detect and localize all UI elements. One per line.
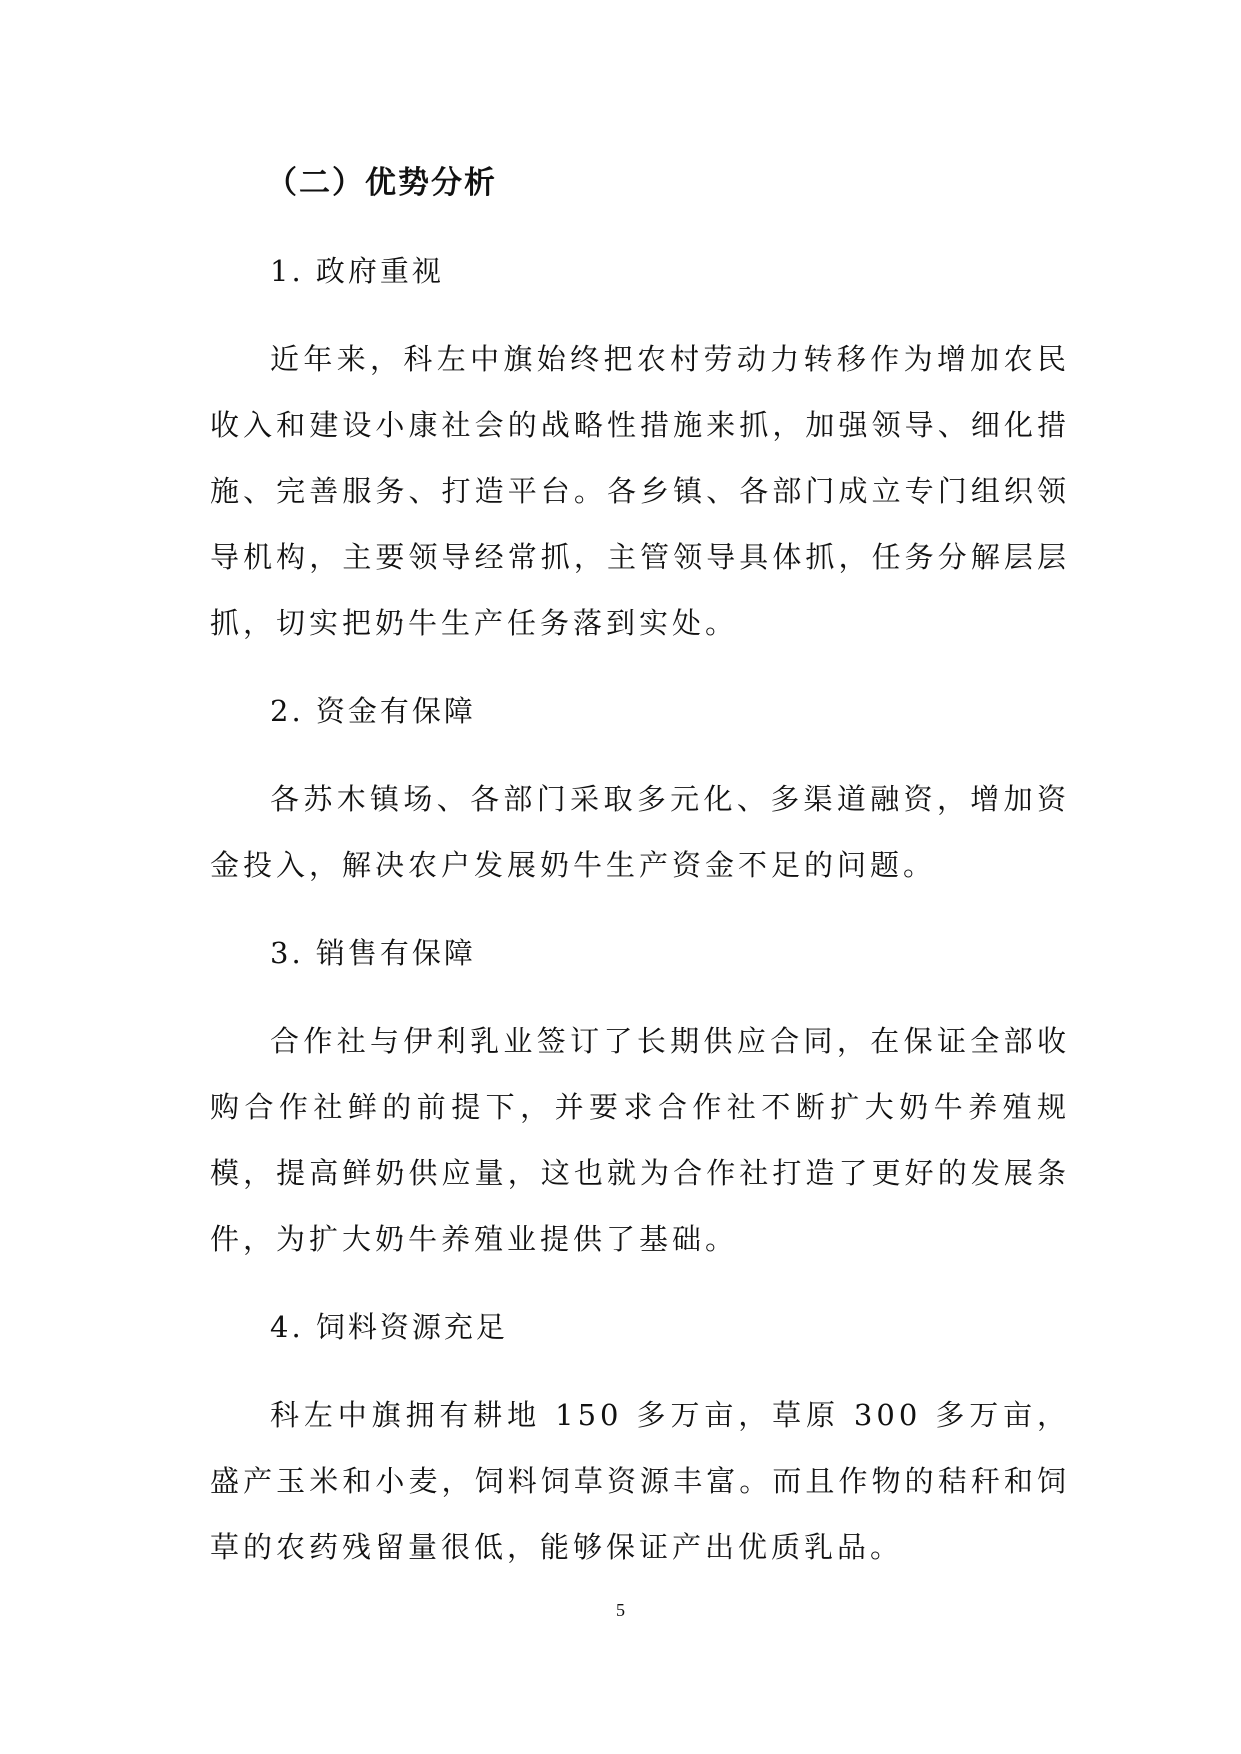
- paragraph-sales-guarantee: 合作社与伊利乳业签订了长期供应合同，在保证全部收购合作社鲜的前提下，并要求合作社不断扩大奶牛养殖规模，提高鲜奶供应量，这也就为合作社打造了更好的发展条件，为扩大奶牛养殖业提供了基础。: [210, 1024, 1070, 1256]
- subheading-sales-guarantee: 3. 销售有保障: [270, 936, 476, 970]
- paragraph-feed-resources: 科左中旗拥有耕地 150 多万亩，草原 300 多万亩，盛产玉米和小麦，饲料饲草资源丰富。而且作物的秸秆和饲草的农药残留量很低，能够保证产出优质乳品。: [210, 1398, 1070, 1564]
- subheading-feed-resources: 4. 饲料资源充足: [270, 1310, 508, 1344]
- section-heading: （二）优势分析: [266, 165, 497, 201]
- page-content: [210, 150, 1070, 1602]
- paragraph-government-attention: 近年来，科左中旗始终把农村劳动力转移作为增加农民收入和建设小康社会的战略性措施来抓，加强领导、细化措施、完善服务、打造平台。各乡镇、各部门成立专门组织领导机构，主要领导经常抓，主管领导具体抓，任务分解层层抓，切实把奶牛生产任务落到实处。: [210, 342, 1070, 640]
- page-number: 5: [616, 1600, 625, 1620]
- paragraph-funding-guarantee: 各苏木镇场、各部门采取多元化、多渠道融资，增加资金投入，解决农户发展奶牛生产资金不足的问题。: [210, 782, 1070, 882]
- subheading-government-attention: 1. 政府重视: [270, 254, 444, 288]
- subheading-funding-guarantee: 2. 资金有保障: [270, 694, 476, 728]
